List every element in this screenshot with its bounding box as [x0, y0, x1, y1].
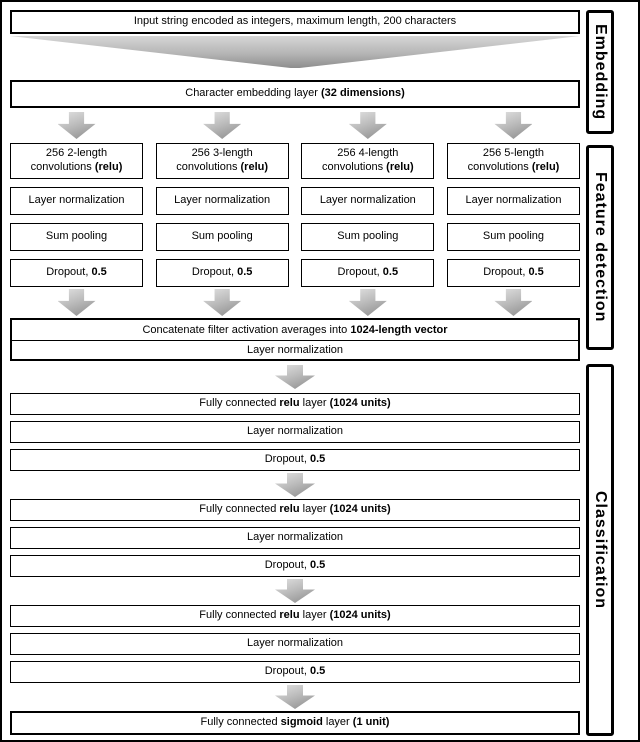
fc-bold-units: (1024 units) — [329, 609, 391, 622]
dropout-label-pre: Dropout, — [337, 266, 383, 279]
layer-norm-label: Layer normalization — [319, 194, 416, 207]
output-mid: layer — [322, 716, 353, 729]
fc-mid: layer — [299, 503, 330, 516]
concat-layer-norm-box — [12, 340, 578, 359]
section-label-feature-detection: Feature detection — [586, 145, 614, 350]
dropout-label — [338, 266, 399, 280]
dropout-box — [156, 259, 289, 287]
layer-norm-bar — [10, 633, 580, 655]
embedding-layer-box — [10, 80, 580, 108]
sum-pooling-label: Sum pooling — [337, 230, 399, 243]
dropout-label-bold: 0.5 — [91, 266, 107, 279]
conv-box — [447, 143, 580, 179]
fc-bold-relu: relu — [279, 397, 300, 410]
fc-relu-label — [199, 609, 390, 623]
down-arrow-icon — [58, 289, 96, 316]
fc-bold-units: (1024 units) — [329, 503, 391, 516]
layer-norm-label: Layer normalization — [28, 194, 125, 207]
layer-norm-label: Layer normalization — [465, 194, 562, 207]
conv-label — [15, 147, 138, 175]
conv-column-2 — [10, 143, 143, 287]
concat-label — [142, 324, 447, 336]
dropout-label-bold: 0.5 — [528, 266, 544, 279]
dropout-box — [10, 259, 143, 287]
dropout-label-bold: 0.5 — [309, 453, 326, 466]
conv-label-pre: 256 3-length convolutions — [176, 147, 253, 173]
sum-pooling-box — [10, 223, 143, 251]
classification-block-2 — [10, 499, 580, 577]
fc-relu-bar — [10, 605, 580, 627]
layer-norm-box — [10, 187, 143, 215]
layer-norm-label: Layer normalization — [247, 425, 343, 438]
down-arrow-icon — [58, 112, 96, 139]
conv-column-4 — [301, 143, 434, 287]
layer-norm-box — [301, 187, 434, 215]
conv-label — [306, 147, 429, 175]
output-label — [201, 716, 390, 730]
dropout-bar — [10, 661, 580, 683]
conv-label-bold: (relu) — [386, 161, 414, 173]
conv-box — [156, 143, 289, 179]
sum-pooling-label: Sum pooling — [191, 230, 253, 243]
dropout-label — [265, 559, 326, 573]
conv-label-bold: (relu) — [531, 161, 560, 173]
down-arrow-icon — [275, 579, 315, 603]
embedding-label — [185, 87, 405, 101]
arrow-cell — [301, 289, 434, 316]
arrow-cell — [447, 112, 580, 139]
dropout-label-bold: 0.5 — [309, 665, 326, 678]
sum-pooling-box — [301, 223, 434, 251]
concat-label-pre: Concatenate filter activation averages into — [142, 324, 351, 336]
arrow-to-block-2 — [10, 473, 580, 497]
down-arrow-icon — [275, 365, 315, 389]
dropout-bar — [10, 555, 580, 577]
dropout-label-bold: 0.5 — [237, 266, 253, 279]
dropout-label-bold: 0.5 — [309, 559, 326, 572]
arrow-to-block-3 — [10, 579, 580, 603]
section-label-embedding: Embedding — [586, 10, 614, 134]
dropout-label-pre: Dropout, — [264, 665, 310, 678]
down-arrow-icon — [275, 685, 315, 709]
conv-columns — [10, 143, 580, 287]
arrow-cell — [156, 112, 289, 139]
layer-norm-label: Layer normalization — [174, 194, 271, 207]
conv-label — [452, 147, 575, 175]
conv-column-5 — [447, 143, 580, 287]
input-box — [10, 10, 580, 34]
down-arrow-icon — [275, 473, 315, 497]
output-pre: Fully connected — [200, 716, 281, 729]
conv-label-bold: (relu) — [240, 161, 269, 173]
dropout-label-pre: Dropout, — [191, 266, 238, 279]
arrow-cell — [10, 112, 143, 139]
conv-label-pre: 256 2-length convolutions — [30, 147, 108, 173]
conv-column-3 — [156, 143, 289, 287]
dropout-label-bold: 0.5 — [382, 266, 399, 279]
embedding-label-pre: Character embedding layer — [185, 87, 321, 100]
layer-norm-bar — [10, 527, 580, 549]
dropout-label — [265, 665, 326, 679]
dropout-label-pre: Dropout, — [46, 266, 92, 279]
fc-relu-bar — [10, 393, 580, 415]
dropout-box — [301, 259, 434, 287]
fc-relu-label — [199, 397, 390, 411]
sum-pooling-box — [156, 223, 289, 251]
conv-label — [161, 147, 284, 175]
embedding-label-bold: (32 dimensions) — [321, 87, 405, 100]
concat-box — [12, 320, 578, 340]
output-bold-units: (1 unit) — [352, 716, 390, 729]
down-arrow-icon — [203, 289, 241, 316]
layer-norm-label: Layer normalization — [247, 531, 343, 544]
sum-pooling-label: Sum pooling — [482, 230, 545, 243]
sum-pooling-box — [447, 223, 580, 251]
dropout-label-pre: Dropout, — [264, 453, 310, 466]
dropout-label — [483, 266, 544, 280]
sum-pooling-label: Sum pooling — [45, 230, 108, 243]
fc-pre: Fully connected — [199, 503, 280, 516]
arrows-to-concat — [10, 289, 580, 316]
classification-block-3 — [10, 605, 580, 683]
dropout-label — [46, 266, 107, 280]
dropout-label-pre: Dropout, — [264, 559, 310, 572]
fc-pre: Fully connected — [199, 609, 280, 622]
layer-norm-bar — [10, 421, 580, 443]
conv-label-bold: (relu) — [94, 161, 123, 173]
arrow-cell — [10, 289, 143, 316]
conv-box — [10, 143, 143, 179]
down-arrow-icon — [203, 112, 241, 139]
classification-block-1 — [10, 393, 580, 471]
input-label: Input string encoded as integers, maximum length, 200 characters — [133, 15, 457, 28]
dropout-bar — [10, 449, 580, 471]
conv-label-pre: 256 5-length convolutions — [467, 147, 545, 173]
output-bold-sigmoid: sigmoid — [280, 716, 323, 729]
conv-box — [301, 143, 434, 179]
down-arrow-icon — [494, 289, 532, 316]
fc-relu-bar — [10, 499, 580, 521]
arrow-cell — [447, 289, 580, 316]
fc-relu-label — [199, 503, 390, 517]
dropout-label — [265, 453, 326, 467]
dropout-box — [447, 259, 580, 287]
layer-norm-box — [156, 187, 289, 215]
section-label-classification: Classification — [586, 364, 614, 736]
layer-norm-label: Layer normalization — [247, 637, 343, 650]
output-box — [10, 711, 580, 735]
dropout-label — [192, 266, 253, 280]
concat-label-bold: 1024-length vector — [350, 324, 448, 336]
diagram-column — [10, 10, 580, 735]
down-arrow-icon — [494, 112, 532, 139]
arrow-cell — [156, 289, 289, 316]
dropout-label-pre: Dropout, — [483, 266, 529, 279]
fc-bold-relu: relu — [279, 609, 300, 622]
fc-pre: Fully connected — [199, 397, 280, 410]
fc-mid: layer — [299, 609, 330, 622]
concat-stack — [10, 318, 580, 361]
arrows-to-conv-columns — [10, 112, 580, 139]
down-arrow-icon — [349, 112, 387, 139]
fc-bold-relu: relu — [279, 503, 300, 516]
input-funnel-arrow-icon — [10, 36, 580, 68]
fc-bold-units: (1024 units) — [329, 397, 391, 410]
conv-label-pre: 256 4-length convolutions — [321, 147, 399, 173]
arrow-cell — [301, 112, 434, 139]
layer-norm-box — [447, 187, 580, 215]
down-arrow-icon — [349, 289, 387, 316]
layer-norm-label: Layer normalization — [247, 344, 343, 356]
fc-mid: layer — [299, 397, 330, 410]
arrow-to-output — [10, 685, 580, 709]
arrow-to-block-1 — [10, 365, 580, 389]
